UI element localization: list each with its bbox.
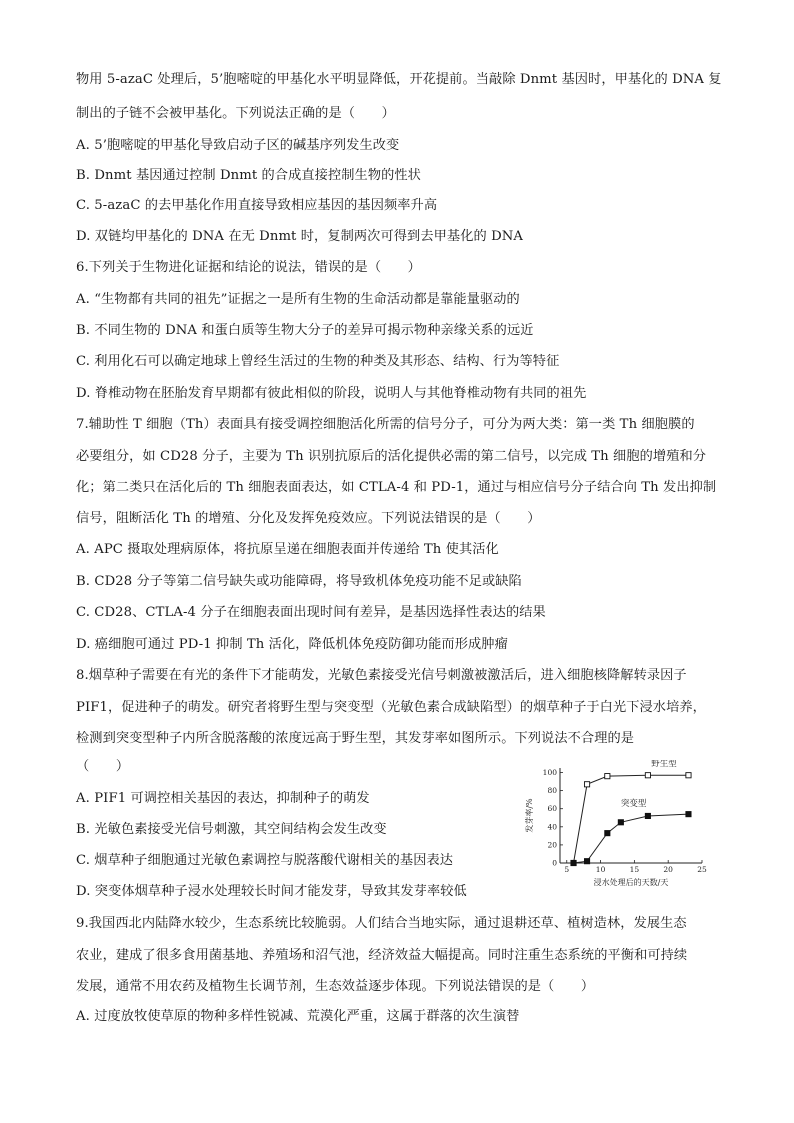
x-tick-label: 20 xyxy=(663,865,673,874)
text-line: B. CD28 分子等第二信号缺失或功能障碍，将导致机体免疫功能不足或缺陷 xyxy=(76,574,522,589)
y-axis-label: 发芽率/% xyxy=(525,798,534,833)
mutant-data-point xyxy=(618,820,623,825)
text-line: A. 过度放牧使草原的物种多样性锐减、荒漠化严重，这属于群落的次生演替 xyxy=(76,1009,520,1024)
text-line: 7.辅助性 T 细胞（Th）表面具有接受调控细胞活化所需的信号分子，可分为两大类：第一类 Th 细胞膜的 xyxy=(76,417,695,432)
text-line: C. 5-azaC 的去甲基化作用直接导致相应基因的基因频率升高 xyxy=(76,198,438,213)
mutant-data-point xyxy=(605,831,610,836)
mutant-data-point xyxy=(584,859,589,864)
wild-type-data-point xyxy=(686,773,691,778)
text-line: B. 光敏色素接受光信号刺激，其空间结构会发生改变 xyxy=(76,822,387,837)
wild-type-data-point xyxy=(645,773,650,778)
text-line: C. CD28、CTLA-4 分子在细胞表面出现时间有差异，是基因选择性表达的结果 xyxy=(76,605,546,620)
text-line: D. 癌细胞可通过 PD-1 抑制 Th 活化，降低机体免疫防御功能而形成肿瘤 xyxy=(76,637,508,652)
x-axis-label: 浸水处理后的天数/天 xyxy=(593,878,669,887)
text-line: 必要组分，如 CD28 分子，主要为 Th 识别抗原后的活化提供必需的第二信号，以完成 Th 细胞的增殖和分 xyxy=(76,449,707,464)
text-line: 发展，通常不用农药及植物生长调节剂，生态效益逐步体现。下列说法错误的是（ ） xyxy=(76,979,595,994)
text-line: D. 突变体烟草种子浸水处理较长时间才能发芽，导致其发芽率较低 xyxy=(76,884,467,899)
text-line: B. Dnmt 基因通过控制 Dnmt 的合成直接控制生物的性状 xyxy=(76,168,421,183)
legend-mutant: 突变型 xyxy=(620,799,647,809)
mutant-data-point xyxy=(645,813,650,818)
text-line: 农业，建成了很多食用菌基地、养殖场和沼气池，经济效益大幅提高。同时注重生态系统的平衡和可持续 xyxy=(76,948,688,963)
y-tick-label: 0 xyxy=(552,858,557,868)
x-tick-label: 10 xyxy=(595,865,606,874)
text-line: 制出的子链不会被甲基化。下列说法正确的是（ ） xyxy=(76,106,395,121)
text-line: 6.下列关于生物进化证据和结论的说法，错误的是（ ） xyxy=(76,260,421,275)
text-line: （ ） xyxy=(76,759,130,774)
y-tick-label: 80 xyxy=(547,786,557,796)
text-line: D. 双链均甲基化的 DNA 在无 Dnmt 时，复制两次可得到去甲基化的 DNA xyxy=(76,229,523,244)
y-tick-label: 40 xyxy=(547,822,557,832)
text-line: 检测到突变型种子内所含脱落酸的浓度远高于野生型，其发芽率如图所示。下列说法不合理的是 xyxy=(76,731,635,746)
text-line: A. APC 摄取处理病原体，将抗原呈递在细胞表面并传递给 Th 使其活化 xyxy=(76,542,499,557)
x-tick-label: 15 xyxy=(629,865,640,874)
text-line: D. 脊椎动物在胚胎发育早期都有彼此相似的阶段，说明人与其他脊椎动物有共同的祖先 xyxy=(76,386,587,401)
y-tick-label: 60 xyxy=(547,804,557,814)
text-line: C. 利用化石可以确定地球上曾经生活过的生物的种类及其形态、结构、行为等特征 xyxy=(76,354,560,369)
text-line: 信号，阻断活化 Th 的增殖、分化及发挥免疫效应。下列说法错误的是（ ） xyxy=(76,511,541,526)
x-tick-label: 5 xyxy=(564,865,570,874)
wild-type-data-point xyxy=(605,774,610,779)
text-line: B. 不同生物的 DNA 和蛋白质等生物大分子的差异可揭示物种亲缘关系的远近 xyxy=(76,323,534,338)
y-tick-label: 100 xyxy=(542,768,557,778)
chart-series xyxy=(571,773,691,866)
series-line-wild-type xyxy=(574,775,689,863)
mutant-data-point xyxy=(571,860,576,865)
text-line: PIF1，促进种子的萌发。研究者将野生型与突变型（光敏色素合成缺陷型）的烟草种子于白光下浸水培养， xyxy=(76,700,706,715)
text-line: A. “生物都有共同的祖先”证据之一是所有生物的生命活动都是靠能量驱动的 xyxy=(76,292,520,307)
y-tick-label: 20 xyxy=(547,840,557,850)
text-line: 9.我国西北内陆降水较少，生态系统比较脆弱。人们结合当地实际，通过退耕还草、植树造林，发展生态 xyxy=(76,916,687,931)
text-line: C. 烟草种子细胞通过光敏色素调控与脱落酸代谢相关的基因表达 xyxy=(76,853,454,868)
text-line: A. PIF1 可调控相关基因的表达，抑制种子的萌发 xyxy=(76,791,370,806)
legend-wild-type: 野生型 xyxy=(651,760,677,770)
text-line: 8.烟草种子需要在有光的条件下才能萌发，光敏色素接受光信号刺激被激活后，进入细胞核降解转录因子 xyxy=(76,668,687,683)
germination-rate-chart xyxy=(520,760,710,895)
x-tick-label: 25 xyxy=(697,865,707,874)
text-line: 物用 5-azaC 处理后，5’胞嘧啶的甲基化水平明显降低，开花提前。当敲除 Dnmt 基因时，甲基化的 DNA 复 xyxy=(76,72,722,87)
mutant-data-point xyxy=(686,812,691,817)
series-line-mutant xyxy=(574,814,689,863)
text-line: A. 5’胞嘧啶的甲基化导致启动子区的碱基序列发生改变 xyxy=(76,138,400,153)
wild-type-data-point xyxy=(584,782,589,787)
text-line: 化；第二类只在活化后的 Th 细胞表面表达，如 CTLA-4 和 PD-1，通过与相应信号分子结合向 Th 发出抑制 xyxy=(76,480,717,495)
